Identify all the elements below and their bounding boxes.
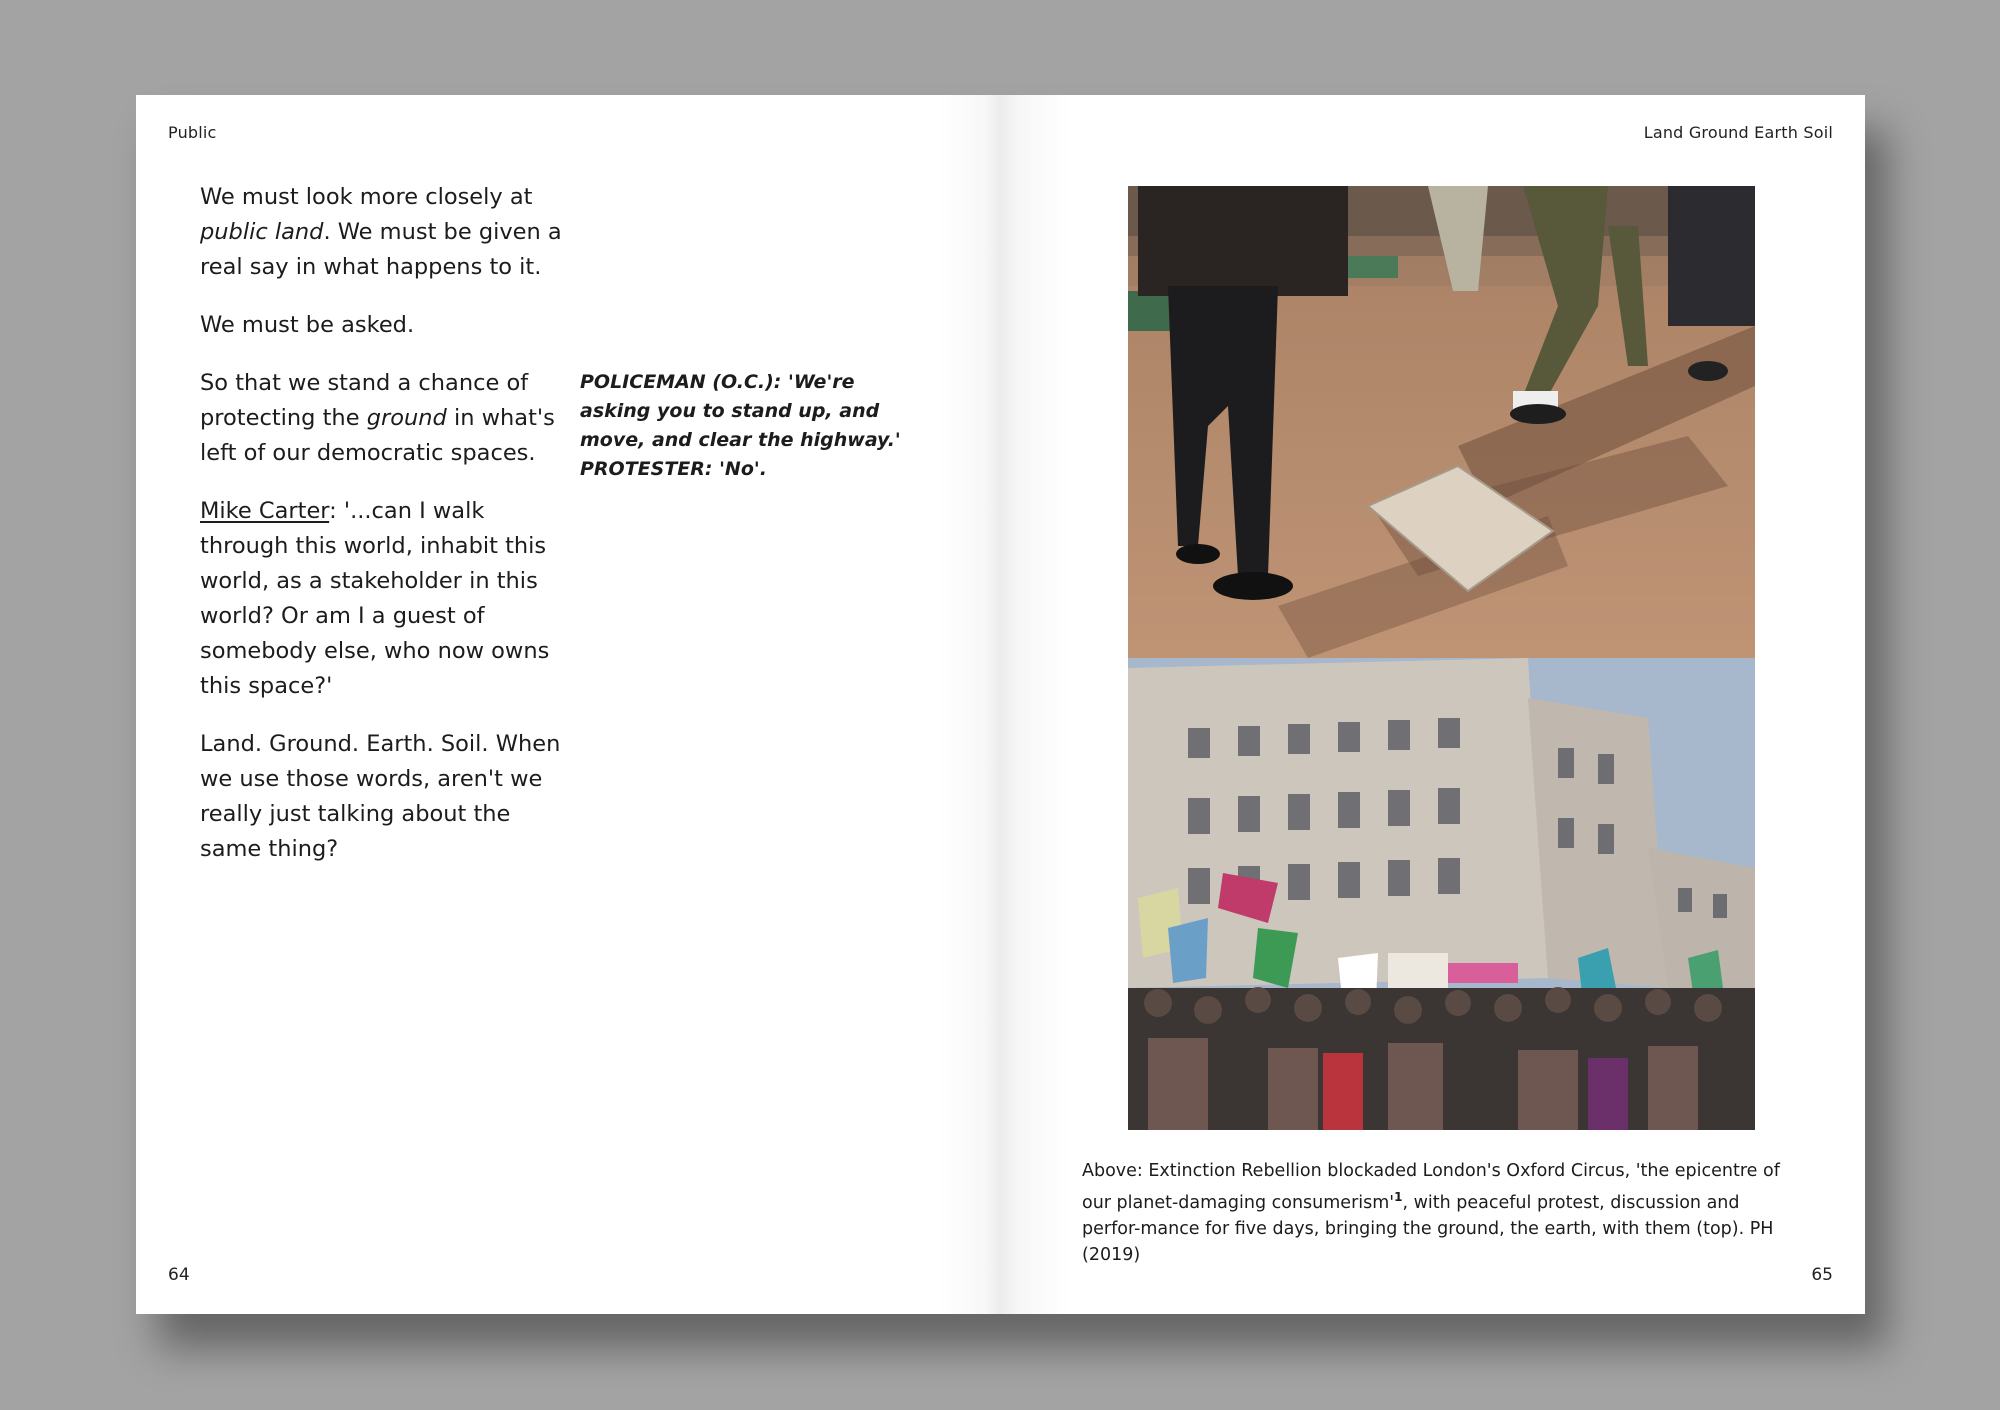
sidenote-line-protester: PROTESTER: 'No'. xyxy=(580,458,767,480)
photo-protesters-feet-image xyxy=(1128,186,1755,658)
p1-text-a: We must look more closely at xyxy=(200,184,533,210)
running-head-left: Public xyxy=(168,123,217,142)
paragraph-quote xyxy=(200,494,570,704)
caption-text: Above: Extinction Rebellion blockaded London's Oxford Circus, 'the epicentre of our planet-damaging consumerism' xyxy=(1082,1161,1780,1213)
p3-emphasis: ground xyxy=(366,405,447,431)
p1-text-c: . We must be given a real say in what happens to it. xyxy=(200,219,562,280)
page-number-left: 64 xyxy=(168,1265,190,1285)
p3-text-a: So that we stand a chance of protecting the xyxy=(200,370,529,431)
p1-emphasis: public land xyxy=(200,219,324,245)
running-head-right: Land Ground Earth Soil xyxy=(1643,123,1833,142)
page-number-right: 65 xyxy=(1811,1265,1833,1285)
quote-speaker-name: Mike Carter xyxy=(200,498,330,524)
caption-text-rest: , with peaceful protest, discussion and perfor-mance for five days, bringing the ground, the earth, with them (top). PH (2019) xyxy=(1082,1192,1774,1265)
paragraph-ground xyxy=(200,366,570,471)
sidenote-line-policeman: POLICEMAN (O.C.): 'We're asking you to stand up, and move, and clear the highway.' xyxy=(580,371,901,451)
photo-oxford-circus-image xyxy=(1128,658,1755,1130)
photo-oxford-circus-crowd xyxy=(1128,658,1755,1130)
paragraph-words: Land. Ground. Earth. Soil. When we use those words, aren't we really just talking about the same thing? xyxy=(200,731,561,862)
quote-text: : '...can I walk through this world, inhabit this world, as a stakeholder in this world? Or am I a guest of somebody else, who now owns this space?' xyxy=(200,498,550,699)
caption-footnote-mark[interactable]: 1 xyxy=(1394,1190,1403,1204)
right-page xyxy=(1000,95,1865,1314)
book-spread xyxy=(136,95,1865,1314)
p3-text-c: in what's left of our democratic spaces. xyxy=(200,405,555,466)
left-page xyxy=(136,95,1000,1314)
body-text-column xyxy=(200,180,570,890)
photo-caption xyxy=(1082,1158,1802,1268)
sidenote-dialogue xyxy=(580,368,910,484)
paragraph-public-land xyxy=(200,180,570,285)
paragraph-asked: We must be asked. xyxy=(200,312,415,338)
photo-protesters-feet xyxy=(1128,186,1755,658)
